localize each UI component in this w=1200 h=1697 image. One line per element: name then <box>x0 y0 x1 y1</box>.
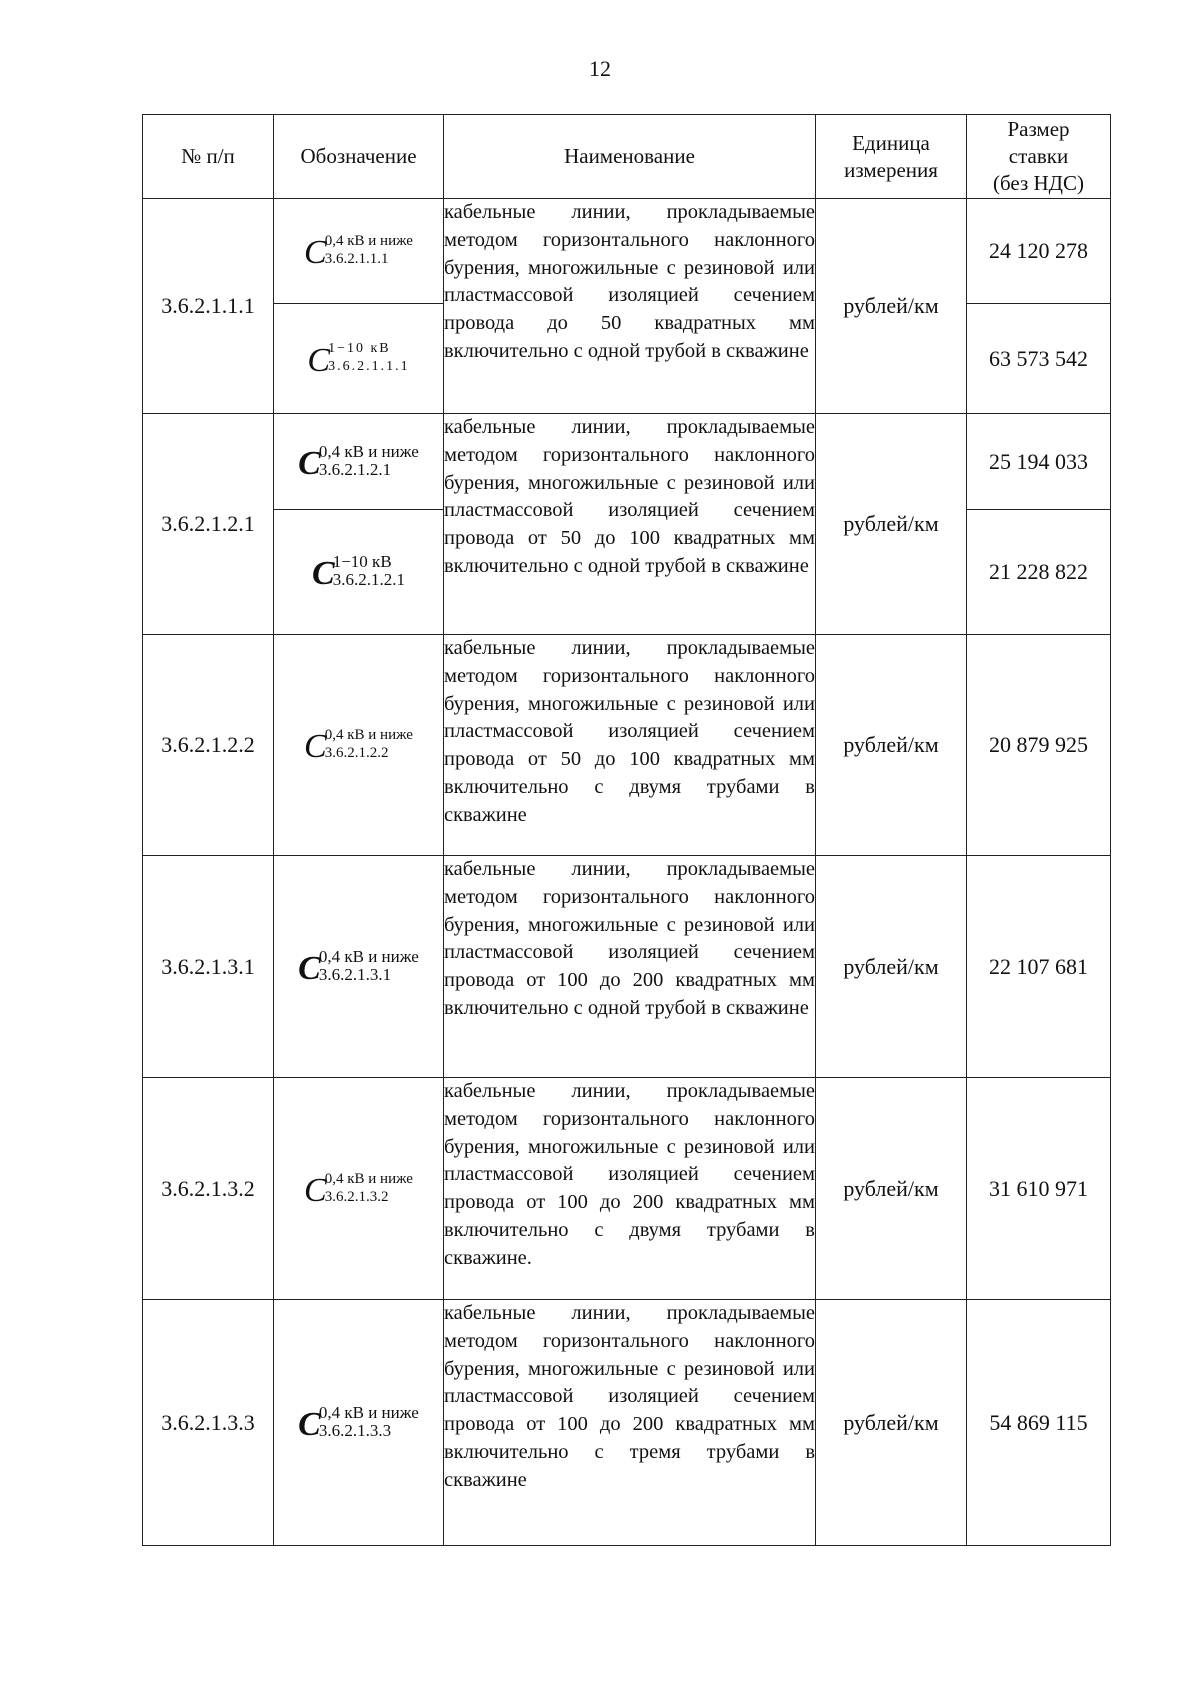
rate-symbol <box>298 948 419 986</box>
row-symbol <box>274 199 444 304</box>
table-row <box>143 199 1111 304</box>
symbol-subscript: 3.6.2.1.2.2 <box>324 745 389 761</box>
symbol-superscript: 0,4 кВ и ниже <box>318 441 419 461</box>
rate-symbol <box>304 726 413 764</box>
row-name: кабельные линии, прокладываемые методом горизонтального наклонного бурения, многожильные с резиновой или пластмассовой изоляцией сечением провода от 100 до 200 квадратных мм включительно с двумя трубами в скважине. <box>444 1078 816 1300</box>
symbol-base: C <box>304 728 327 765</box>
symbol-subscript: 3.6.2.1.3.3 <box>318 1420 392 1440</box>
row-unit: рублей/км <box>816 635 967 856</box>
header-num: № п/п <box>143 115 274 199</box>
rate-symbol <box>304 1170 413 1208</box>
symbol-subscript: 3.6.2.1.3.1 <box>318 964 392 984</box>
symbol-superscript: 0,4 кВ и ниже <box>324 233 413 249</box>
header-unit-line2: измерения <box>844 157 938 182</box>
symbol-superscript: 1−10 кВ <box>332 552 392 571</box>
row-name: кабельные линии, прокладываемые методом горизонтального наклонного бурения, многожильные с резиновой или пластмассовой изоляцией сечением провода до 50 квадратных мм включительно с одной трубой в скважине <box>444 199 816 414</box>
rates-table <box>142 114 1111 1546</box>
header-rate-line3: (без НДС) <box>992 171 1084 195</box>
row-name: кабельные линии, прокладываемые методом горизонтального наклонного бурения, многожильные с резиновой или пластмассовой изоляцией сечением провода от 50 до 100 квадратных мм включительно с одной трубой в скважине <box>444 414 816 635</box>
rate-symbol <box>298 1404 419 1442</box>
symbol-base: C <box>304 1171 327 1209</box>
row-name: кабельные линии, прокладываемые методом горизонтального наклонного бурения, многожильные с резиновой или пластмассовой изоляцией сечением провода от 50 до 100 квадратных мм включительно с двумя трубами в скважине <box>444 635 816 856</box>
row-symbol <box>274 304 444 414</box>
row-number: 3.6.2.1.3.3 <box>143 1300 274 1546</box>
row-name: кабельные линии, прокладываемые методом горизонтального наклонного бурения, многожильные с резиновой или пластмассовой изоляцией сечением провода от 100 до 200 квадратных мм включительно с одной трубой в скважине <box>444 856 816 1078</box>
symbol-base: C <box>304 234 327 271</box>
row-value: 24 120 278 <box>967 199 1111 304</box>
symbol-superscript: 0,4 кВ и ниже <box>318 1402 419 1422</box>
symbol-subscript: 3.6.2.1.2.1 <box>332 570 405 589</box>
rate-symbol <box>312 553 405 591</box>
row-unit: рублей/км <box>816 1300 967 1546</box>
symbol-superscript: 1−10 кВ <box>328 340 391 356</box>
symbol-subscript: 3.6.2.1.3.2 <box>324 1188 389 1205</box>
row-symbol <box>274 635 444 856</box>
rate-symbol <box>304 232 413 270</box>
rate-symbol <box>307 340 409 378</box>
header-rate-line2: ставки <box>1008 144 1069 168</box>
row-value: 21 228 822 <box>967 510 1111 635</box>
symbol-subscript: 3.6.2.1.1.1 <box>328 358 410 374</box>
row-value: 25 194 033 <box>967 414 1111 510</box>
rate-symbol <box>298 443 419 481</box>
symbol-superscript: 0,4 кВ и ниже <box>324 1170 413 1187</box>
row-unit: рублей/км <box>816 199 967 414</box>
table-row <box>143 635 1111 856</box>
row-symbol <box>274 414 444 510</box>
row-number: 3.6.2.1.3.1 <box>143 856 274 1078</box>
symbol-base: C <box>312 555 335 592</box>
header-rate-line1: Размер <box>1007 117 1070 141</box>
row-value: 54 869 115 <box>967 1300 1111 1546</box>
symbol-subscript: 3.6.2.1.2.1 <box>318 459 392 479</box>
symbol-superscript: 0,4 кВ и ниже <box>324 727 413 743</box>
table-header-row <box>143 115 1111 199</box>
row-value: 22 107 681 <box>967 856 1111 1078</box>
row-number: 3.6.2.1.2.1 <box>143 414 274 635</box>
row-symbol <box>274 1300 444 1546</box>
row-number: 3.6.2.1.2.2 <box>143 635 274 856</box>
header-unit <box>816 115 967 199</box>
table-row <box>143 1300 1111 1546</box>
row-name: кабельные линии, прокладываемые методом горизонтального наклонного бурения, многожильные с резиновой или пластмассовой изоляцией сечением провода от 100 до 200 квадратных мм включительно с тремя трубами в скважине <box>444 1300 816 1546</box>
symbol-superscript: 0,4 кВ и ниже <box>318 946 419 966</box>
row-number: 3.6.2.1.1.1 <box>143 199 274 414</box>
row-number: 3.6.2.1.3.2 <box>143 1078 274 1300</box>
row-unit: рублей/км <box>816 1078 967 1300</box>
row-value: 20 879 925 <box>967 635 1111 856</box>
table-row <box>143 1078 1111 1300</box>
row-symbol <box>274 510 444 635</box>
table-row <box>143 414 1111 510</box>
table-row <box>143 856 1111 1078</box>
row-unit: рублей/км <box>816 414 967 635</box>
header-unit-line1: Единица <box>852 130 930 155</box>
row-symbol <box>274 1078 444 1300</box>
header-rate <box>967 115 1111 199</box>
symbol-base: C <box>298 444 321 482</box>
header-symbol: Обозначение <box>274 115 444 199</box>
page-number: 12 <box>589 56 611 81</box>
symbol-base: C <box>298 1405 321 1443</box>
symbol-subscript: 3.6.2.1.1.1 <box>324 251 389 267</box>
row-value: 31 610 971 <box>967 1078 1111 1300</box>
header-name: Наименование <box>444 115 816 199</box>
row-symbol <box>274 856 444 1078</box>
symbol-base: C <box>298 949 321 987</box>
symbol-base: C <box>307 341 331 379</box>
row-unit: рублей/км <box>816 856 967 1078</box>
row-value: 63 573 542 <box>967 304 1111 414</box>
